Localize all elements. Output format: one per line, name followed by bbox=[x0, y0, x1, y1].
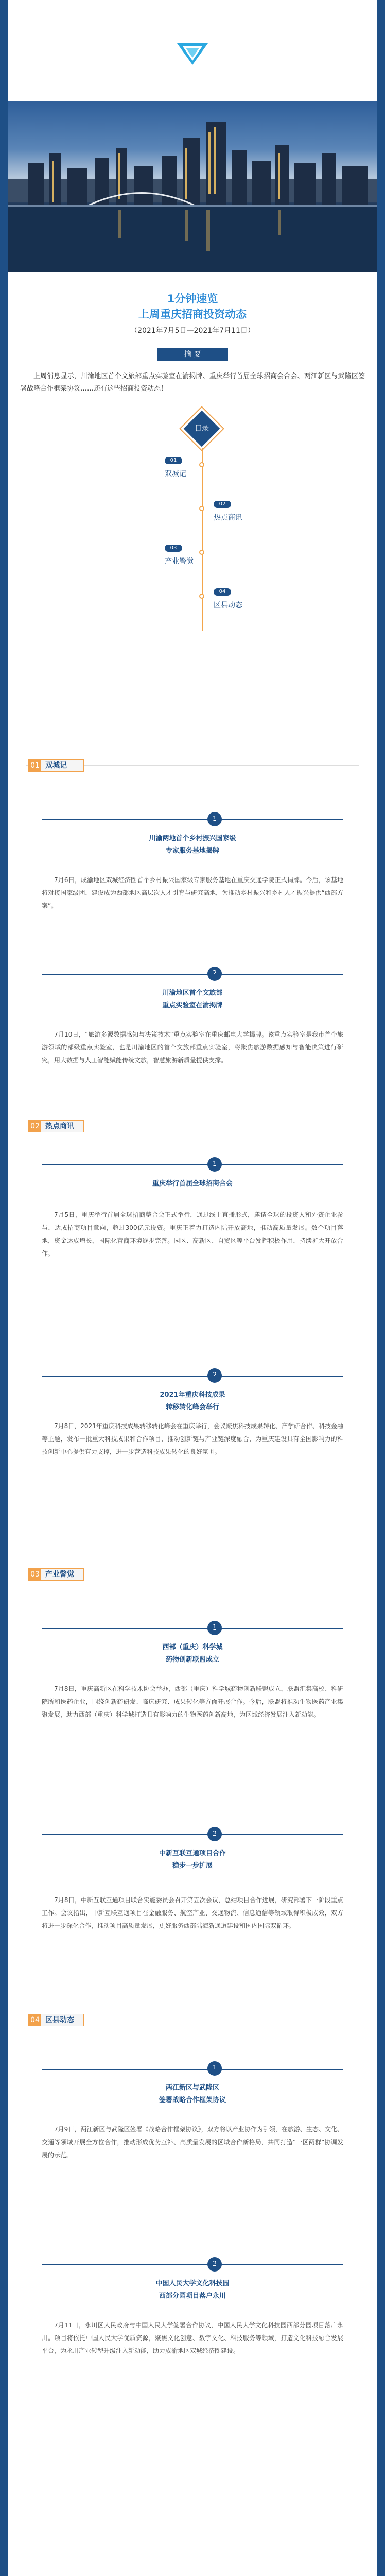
section-03 bbox=[26, 1570, 359, 1935]
summary-text: 上周消息显示，川渝地区首个文旅部重点实验室在渝揭牌、重庆举行首届全球招商会合会、两江新区与武隆区签署战略合作框架协议……还有这些招商投资动态！ bbox=[20, 372, 365, 393]
section-title: 热点商讯 bbox=[45, 1122, 74, 1130]
section-02 bbox=[26, 1122, 359, 1486]
article-divider bbox=[42, 1834, 343, 1835]
article-divider bbox=[42, 1628, 343, 1629]
section-number: 04 bbox=[29, 2014, 41, 2026]
article-divider bbox=[42, 819, 343, 820]
section-04 bbox=[26, 2016, 359, 2380]
toc-item-number: 03 bbox=[165, 545, 182, 552]
article-title: 两江新区与武隆区 签署战略合作框架协议 bbox=[159, 2084, 226, 2104]
article-body: 7月10日，“旅游多源数据感知与决策技术”重点实验室在重庆邮电大学揭牌。该重点实验室是我市首个旅游领域的部级重点实验室，也是川渝地区的首个文旅部重点实验室，将聚焦旅游数据感知与智能决策进行研究，用大数据与人工智能赋能传统文旅，智慧旅游新质量提供支撑。 bbox=[42, 1031, 343, 1064]
section-title: 产业警觉 bbox=[45, 1570, 74, 1579]
timeline-dot-icon bbox=[199, 506, 204, 511]
logo-icon bbox=[176, 41, 209, 67]
section-title: 区县动态 bbox=[45, 2016, 74, 2024]
toc-item-number: 01 bbox=[165, 457, 182, 464]
toc-item-label: 区县动态 bbox=[214, 601, 242, 609]
timeline-dot-icon bbox=[199, 594, 204, 599]
toc-label: 目录 bbox=[195, 425, 209, 433]
article-divider bbox=[42, 974, 343, 975]
toc-item-label: 产业警觉 bbox=[165, 557, 194, 566]
article-body: 7月11日，永川区人民政府与中国人民大学签署合作协议，中国人民大学文化科技园西部分园项目落户永川。项目将依托中国人民大学优质资源，聚焦文化创意、数字文化、科技服务等领域，打造文化科技融合发展平台，为永川产业转型升级注入新动能，助力成渝地区双城经济圈建设。 bbox=[42, 2321, 343, 2354]
section-number: 02 bbox=[29, 1121, 41, 1132]
toc-item[interactable] bbox=[199, 501, 302, 527]
article-body: 7月8日，2021年重庆科技成果转移转化峰会在重庆举行，会议聚焦科技成果转化、产学研合作、科技金融等主题，发布一批重大科技成果和合作项目，推动创新链与产业链深度融合，为重庆建设具有全国影响力的科技创新中心提供有力支撑，进一步营造科技成果转化的良好氛围。 bbox=[42, 1422, 344, 1455]
article-title: 中新互联互通项目合作 稳步一步扩展 bbox=[159, 1850, 226, 1870]
article-sheet bbox=[8, 0, 377, 2576]
article-title: 川渝两地首个乡村振兴国家级 专家服务基地揭牌 bbox=[149, 835, 236, 855]
section-header bbox=[28, 1568, 84, 1581]
article-title: 西部（重庆）科学城 药物创新联盟成立 bbox=[162, 1643, 223, 1664]
headline-line-2: 上周重庆招商投资动态 bbox=[138, 308, 247, 320]
timeline-dot-icon bbox=[199, 550, 204, 555]
article-body: 7月8日，重庆高新区在科学技术协会举办，西部（重庆）科学城药物创新联盟成立，联盟汇集高校、科研院所和医药企业，围绕创新药研发、临床研究、成果转化等方面开展合作。今后，联盟将推动生物医药产业集聚发展，助力西部（重庆）科学城打造具有影响力的生物医药创新高地，为区域经济发展注入新动能。 bbox=[42, 1685, 343, 1718]
toc-item[interactable] bbox=[165, 457, 268, 483]
section-01 bbox=[26, 761, 359, 1126]
toc-item-label: 双城记 bbox=[165, 470, 186, 478]
article-title: 2021年重庆科技成果 转移转化峰会举行 bbox=[160, 1391, 225, 1411]
toc-item[interactable] bbox=[199, 588, 302, 614]
article-divider bbox=[42, 1164, 343, 1165]
section-number: 01 bbox=[29, 760, 41, 771]
article-body: 7月9日，两江新区与武隆区签署《战略合作框架协议》，双方将以产业协作为引领，在旅游、生态、文化、交通等领域开展全方位合作，推动形成优势互补、高质量发展的区域合作新格局，共同打造“一区两群”协调发展的示范。 bbox=[42, 2126, 343, 2159]
article-title: 中国人民大学文化科技园 西部分园项目落户永川 bbox=[155, 2280, 230, 2300]
article-divider bbox=[42, 2069, 343, 2070]
date-range: （2021年7月5日—2021年7月11日） bbox=[130, 327, 255, 335]
timeline-dot-icon bbox=[199, 462, 204, 467]
article-title: 重庆举行首届全球招商合会 bbox=[152, 1180, 233, 1188]
toc-item[interactable] bbox=[165, 545, 268, 570]
article-body: 7月6日，成渝地区双城经济圈首个乡村振兴国家级专家服务基地在重庆交通学院正式揭牌。今后，该基地将对接国家级团，建设成为西部地区高层次人才引育与研究高地，为推动乡村振兴和乡村人才振兴提供“西部方案”。 bbox=[42, 876, 343, 909]
article-body: 7月8日，中新互联互通项目联合实施委员会召开第五次会议，总结项目合作进展，研究部署下一阶段重点工作。会议指出，中新互联互通项目在金融服务、航空产业、交通物流、信息通信等领域取得积极成效，双方将进一步深化合作，推动项目高质量发展，更好服务西部陆海新通道建设和国内国际双循环。 bbox=[42, 1896, 343, 1929]
article-divider bbox=[42, 1376, 343, 1377]
toc-item-label: 热点商讯 bbox=[214, 514, 242, 522]
section-header bbox=[28, 2014, 84, 2026]
section-header bbox=[28, 1120, 84, 1132]
headline-line-1: 1分钟速览 bbox=[167, 293, 218, 305]
summary-banner: 摘 要 bbox=[157, 348, 228, 361]
article-divider bbox=[42, 2264, 343, 2265]
article-body: 7月5日，重庆举行首届全球招商整合会正式举行，通过线上直播形式，邀请全球的投资人和外资企业参与，达成招商项目意向，超过300亿元投资。重庆正着力打造内陆开放高地，推动高质量发展。数个项目落地，资金达成增长，国际化营商环境逐步完善。园区、高新区、自贸区等平台发挥积极作用，持续扩大开放合作。 bbox=[42, 1211, 343, 1257]
section-title: 双城记 bbox=[45, 761, 67, 770]
city-skyline-image bbox=[8, 101, 377, 272]
headline-block bbox=[8, 291, 377, 335]
section-header bbox=[28, 759, 84, 772]
article-title: 川渝地区首个文旅部 重点实验室在渝揭牌 bbox=[162, 989, 223, 1009]
section-number: 03 bbox=[29, 1569, 41, 1580]
toc-item-number: 04 bbox=[214, 588, 231, 596]
table-of-contents bbox=[8, 416, 377, 632]
toc-item-number: 02 bbox=[214, 501, 231, 508]
